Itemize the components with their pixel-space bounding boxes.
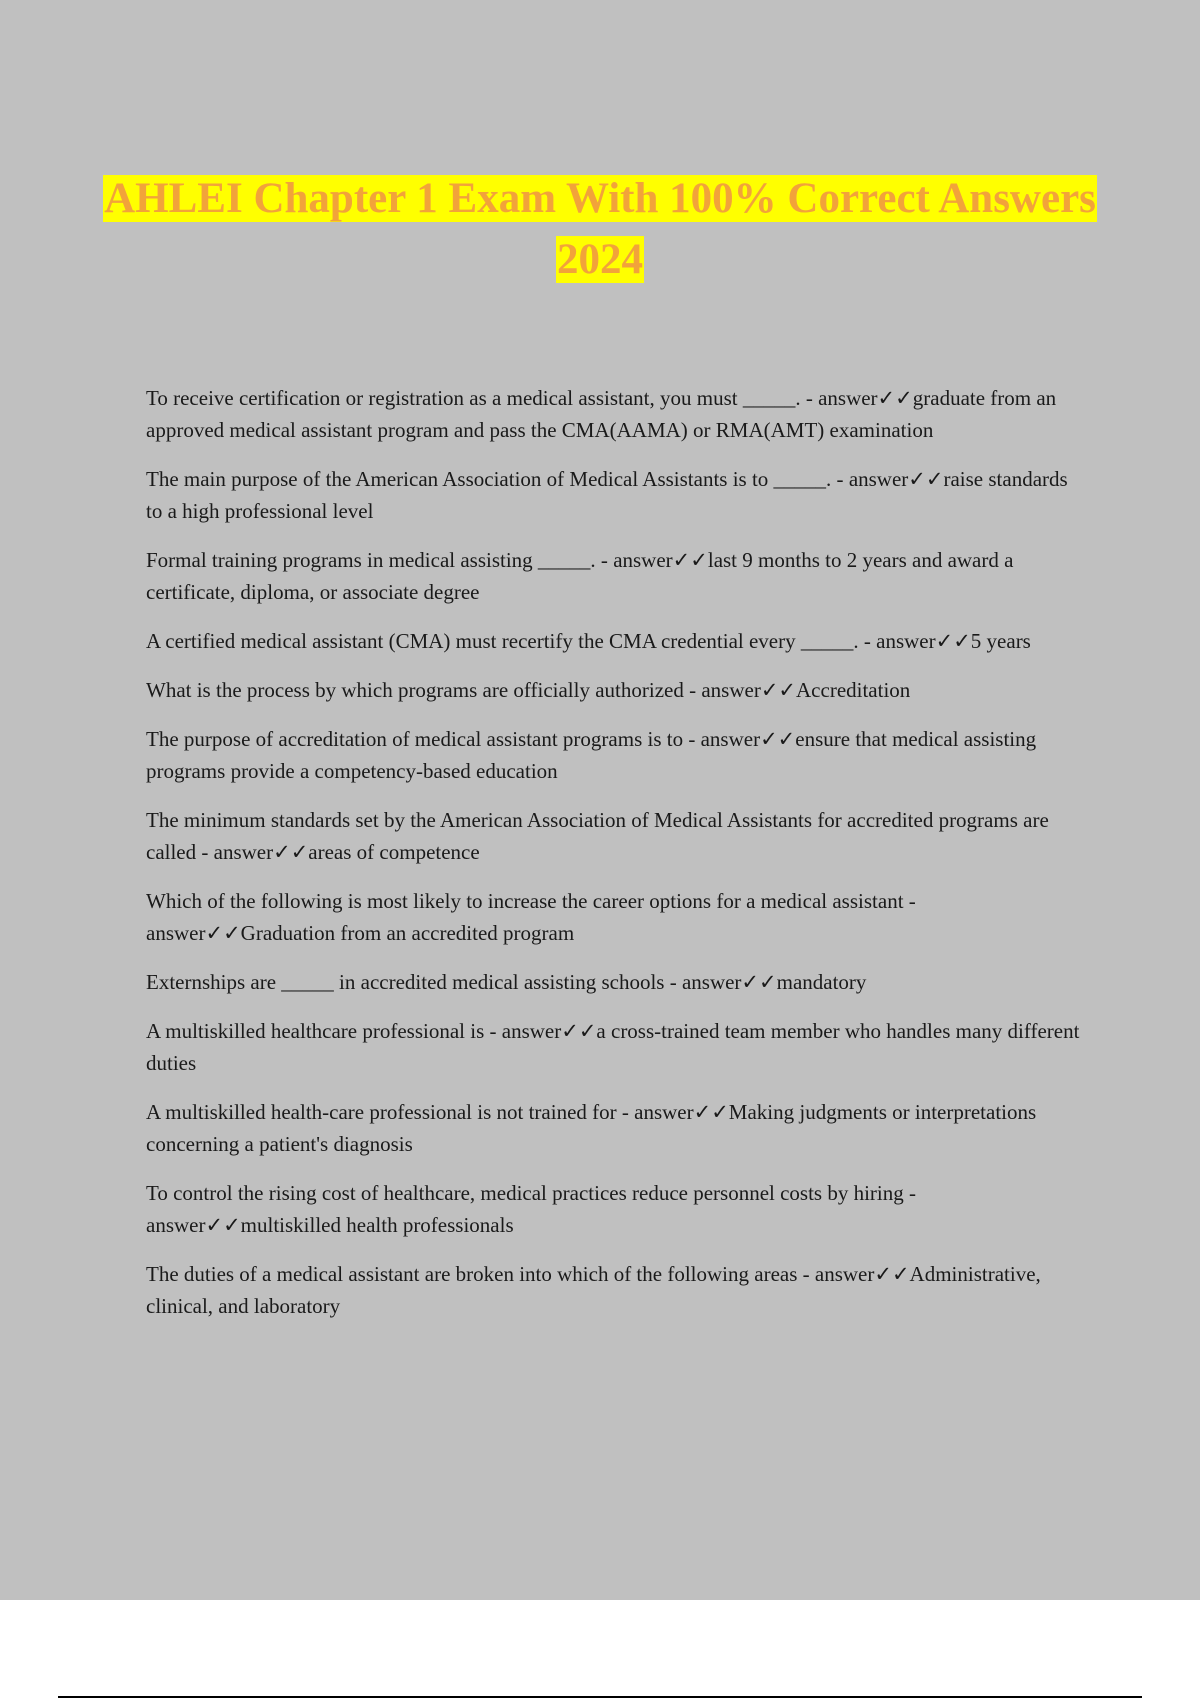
document-title: AHLEI Chapter 1 Exam With 100% Correct Answers 2024: [104, 175, 1096, 283]
question-text: The purpose of accreditation of medical assistant programs is to -: [146, 727, 696, 751]
question-text: Externships are _____ in accredited medical assisting schools -: [146, 970, 677, 994]
answer-text: areas of competence: [308, 840, 480, 864]
question-text: The duties of a medical assistant are broken into which of the following areas -: [146, 1262, 810, 1286]
answer-marker: answer✓✓: [634, 1100, 729, 1124]
qa-item: [146, 1258, 1086, 1322]
answer-text: last 9 months to 2 years and award a certificate, diploma, or associate degree: [146, 548, 1014, 604]
question-text: What is the process by which programs are officially authorized -: [146, 678, 697, 702]
qa-item: [146, 1096, 1086, 1160]
qa-item: [146, 544, 1086, 608]
answer-marker: answer✓✓: [814, 1262, 910, 1286]
answer-text: mandatory: [776, 970, 867, 994]
qa-item: [146, 463, 1086, 527]
question-text: To control the rising cost of healthcare, medical practices reduce personnel costs by hiring -: [146, 1181, 917, 1205]
title-block: [100, 168, 1100, 290]
qa-item: [146, 885, 1086, 949]
qa-item: [146, 625, 1086, 657]
answer-text: multiskilled health professionals: [240, 1213, 514, 1237]
answer-text: Administrative, clinical, and laboratory: [146, 1262, 1041, 1318]
answer-text: raise standards to a high professional level: [146, 467, 1068, 523]
answer-marker: answer✓✓: [848, 467, 944, 491]
footer-divider: [58, 1696, 1142, 1698]
qa-item: [146, 1015, 1086, 1079]
answer-marker: answer✓✓: [213, 840, 309, 864]
question-text: A multiskilled health-care professional is not trained for -: [146, 1100, 629, 1124]
answer-text: Accreditation: [796, 678, 911, 702]
answer-marker: answer✓✓: [818, 386, 913, 410]
question-text: A certified medical assistant (CMA) must recertify the CMA credential every _____. -: [146, 629, 871, 653]
answer-marker: answer✓✓: [146, 921, 241, 945]
qa-item: [146, 804, 1086, 868]
question-text: To receive certification or registration as a medical assistant, you must _____. -: [146, 386, 813, 410]
answer-marker: answer✓✓: [501, 1019, 597, 1043]
answer-marker: answer✓✓: [613, 548, 708, 572]
question-text: A multiskilled healthcare professional is -: [146, 1019, 497, 1043]
answer-marker: answer✓✓: [700, 727, 796, 751]
qa-item: [146, 966, 1086, 998]
question-text: Which of the following is most likely to increase the career options for a medical assistant -: [146, 889, 916, 913]
qa-item: [146, 674, 1086, 706]
answer-marker: answer✓✓: [681, 970, 777, 994]
question-text: Formal training programs in medical assisting _____. -: [146, 548, 608, 572]
question-text: The minimum standards set by the American Association of Medical Assistants for accredited programs are called -: [146, 808, 1049, 864]
answer-text: Graduation from an accredited program: [240, 921, 575, 945]
answer-text: ensure that medical assisting programs provide a competency-based education: [146, 727, 1037, 783]
answer-text: 5 years: [970, 629, 1031, 653]
answer-marker: answer✓✓: [146, 1213, 241, 1237]
qa-item: [146, 1177, 1086, 1241]
answer-text: a cross-trained team member who handles many different duties: [146, 1019, 1080, 1075]
qa-item: [146, 723, 1086, 787]
qa-list: [146, 382, 1086, 1339]
question-text: The main purpose of the American Association of Medical Assistants is to _____. -: [146, 467, 844, 491]
answer-text: graduate from an approved medical assistant program and pass the CMA(AAMA) or RMA(AMT) examination: [146, 386, 1057, 442]
answer-text: Making judgments or interpretations concerning a patient's diagnosis: [146, 1100, 1037, 1156]
answer-marker: answer✓✓: [876, 629, 971, 653]
answer-marker: answer✓✓: [701, 678, 797, 702]
qa-item: [146, 382, 1086, 446]
